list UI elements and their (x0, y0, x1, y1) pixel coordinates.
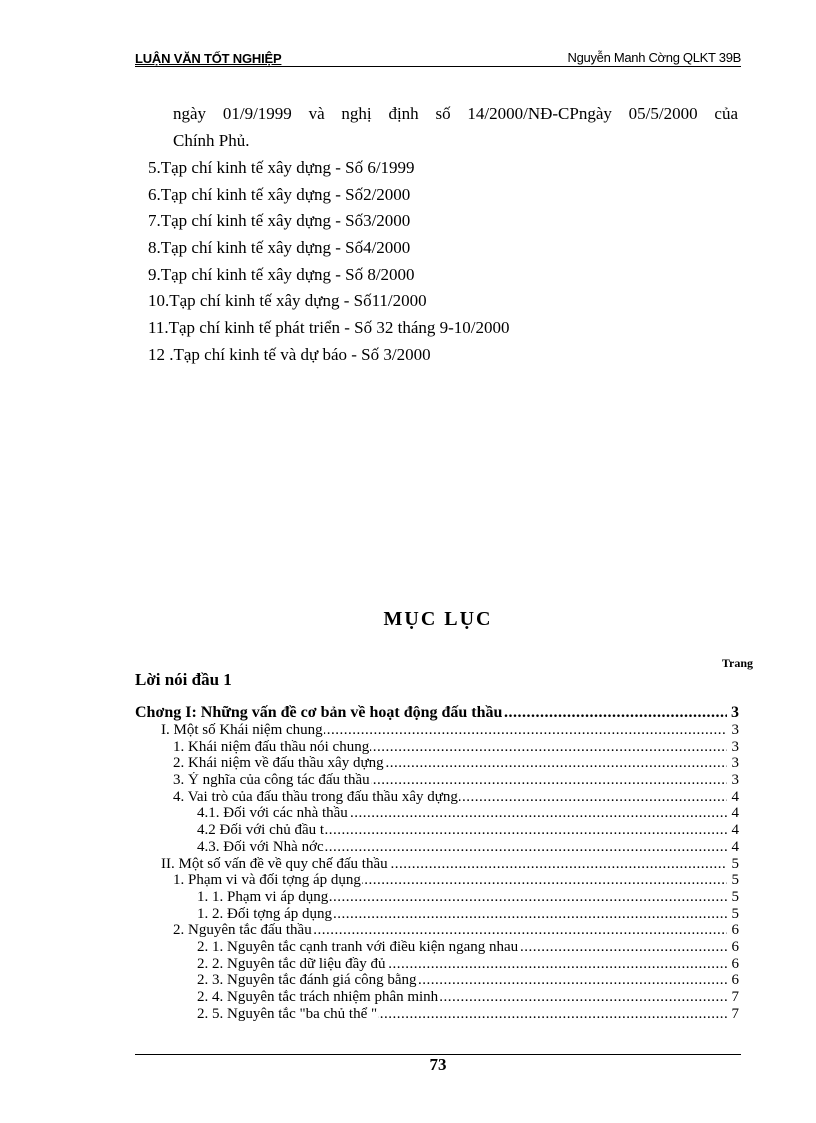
toc-entry (135, 939, 739, 956)
toc-entry-page: 6 (731, 938, 739, 955)
toc-entry (135, 739, 739, 756)
page-number: 73 (429, 1055, 447, 1074)
toc-entry-title: 3. Ý nghĩa của công tác đấu thầu (173, 772, 370, 789)
table-of-contents (135, 704, 739, 1022)
toc-entry-title: 4. Vai trò của đấu thầu trong đấu thầu xây dựng (173, 788, 458, 805)
toc-entry-page: 7 (731, 989, 739, 1005)
toc-entry-page: 4 (731, 788, 739, 805)
toc-entry-title: 1. 1. Phạm vi áp dụng (197, 888, 329, 905)
reference-item: 9.Tạp chí kinh tế xây dựng - Số 8/2000 (148, 264, 415, 284)
toc-entry-title: II. Một số vấn đề về quy chế đấu thầu (161, 855, 388, 872)
reference-item: 7.Tạp chí kinh tế xây dựng - Số3/2000 (148, 211, 411, 231)
reference-continuation-line-2: Chính Phủ. (173, 131, 250, 150)
toc-entry-title: 2. 1. Nguyên tắc cạnh tranh với điều kiện ngang nhau (197, 938, 519, 955)
toc-entry (135, 805, 739, 822)
toc-entry-page: 6 (731, 922, 739, 939)
toc-entry-title: 1. Khái niệm đấu thầu nói chung (173, 738, 370, 755)
toc-entry (135, 839, 739, 856)
toc-entry-title: 4.3. Đối với Nhà nớc (197, 838, 324, 855)
toc-entry-title: 2. 4. Nguyên tắc trách nhiệm phân minh (197, 989, 439, 1005)
reference-item: 10.Tạp chí kinh tế xây dựng - Số11/2000 (148, 291, 427, 311)
toc-entry (135, 956, 739, 973)
reference-list (148, 158, 510, 372)
reference-item: 8.Tạp chí kinh tế xây dựng - Số4/2000 (148, 238, 411, 258)
toc-entry-page: 5 (731, 855, 739, 872)
toc-entry (135, 755, 739, 772)
reference-item: 6.Tạp chí kinh tế xây dựng - Số2/2000 (148, 184, 411, 204)
toc-entry-page: 6 (731, 972, 739, 989)
toc-entry-page: 4 (731, 838, 739, 855)
toc-entry-page: 5 (731, 872, 739, 889)
toc-entry (135, 772, 739, 789)
toc-entry-page: 7 (731, 1005, 739, 1022)
toc-entry-title: Chơng I: Những vấn đề cơ bản về hoạt động đấu thầu (135, 704, 503, 721)
toc-entry (135, 789, 739, 806)
toc-entry (135, 889, 739, 906)
toc-entry-page: 3 (731, 704, 739, 721)
toc-entry (135, 722, 739, 739)
toc-entry (135, 922, 739, 939)
toc-entry (135, 872, 739, 889)
toc-entry-title: 2. Khái niệm về đấu thầu xây dựng (173, 755, 384, 772)
toc-entry-title: 4.2 Đối với chủ đầu t (197, 822, 325, 839)
toc-entry-page: 3 (731, 772, 739, 789)
page-header (135, 50, 741, 67)
toc-entry (135, 972, 739, 989)
reference-item: 12 .Tạp chí kinh tế và dự báo - Số 3/2000 (148, 344, 431, 364)
toc-entry-page: 4 (731, 805, 739, 822)
header-title: LUẬN VĂN TỐT NGHIỆP (135, 51, 282, 66)
toc-title: MỤC LỤC (383, 608, 493, 630)
toc-entry-title: 2. 5. Nguyên tắc "ba chủ thể " (197, 1005, 378, 1022)
reference-item: 5.Tạp chí kinh tế xây dựng - Số 6/1999 (148, 158, 415, 177)
toc-chapter-entry (135, 704, 739, 722)
toc-entry (135, 906, 739, 923)
toc-intro-entry: Lời nói đầu 1 (135, 670, 232, 689)
toc-entry-page: 3 (731, 755, 739, 772)
toc-entry-page: 3 (731, 722, 739, 738)
reference-item: 11.Tạp chí kinh tế phát triển - Số 32 tháng 9-10/2000 (148, 318, 510, 338)
toc-entry-page: 6 (731, 955, 739, 972)
toc-page-column-label: Trang (721, 656, 753, 670)
toc-entry-title: 2. 3. Nguyên tắc đánh giá công bằng (197, 972, 417, 989)
header-author: Nguyễn Manh Cờng QLKT 39B (567, 50, 741, 65)
toc-entry (135, 1006, 739, 1023)
toc-entry (135, 989, 739, 1006)
toc-entry (135, 856, 739, 873)
toc-entry-title: 4.1. Đối với các nhà thầu (197, 805, 348, 822)
toc-entry-title: 2. Nguyên tắc đấu thầu (173, 922, 312, 939)
reference-continuation-line-1: ngày 01/9/1999 và nghị định số 14/2000/NĐ-CPngày 05/5/2000 của (173, 104, 738, 123)
toc-entry-title: 1. 2. Đối tợng áp dụng (197, 905, 333, 922)
toc-entry-title: 1. Phạm vi và đối tợng áp dụng (173, 872, 361, 889)
toc-entry (135, 822, 739, 839)
toc-entry-page: 5 (731, 888, 739, 905)
toc-entry-page: 5 (731, 905, 739, 922)
toc-entry-title: I. Một số Khái niệm chung (161, 722, 323, 738)
toc-entry-title: 2. 2. Nguyên tắc dữ liệu đầy đủ (197, 955, 386, 972)
toc-entry-page: 3 (731, 738, 739, 755)
toc-entry-page: 4 (731, 822, 739, 839)
